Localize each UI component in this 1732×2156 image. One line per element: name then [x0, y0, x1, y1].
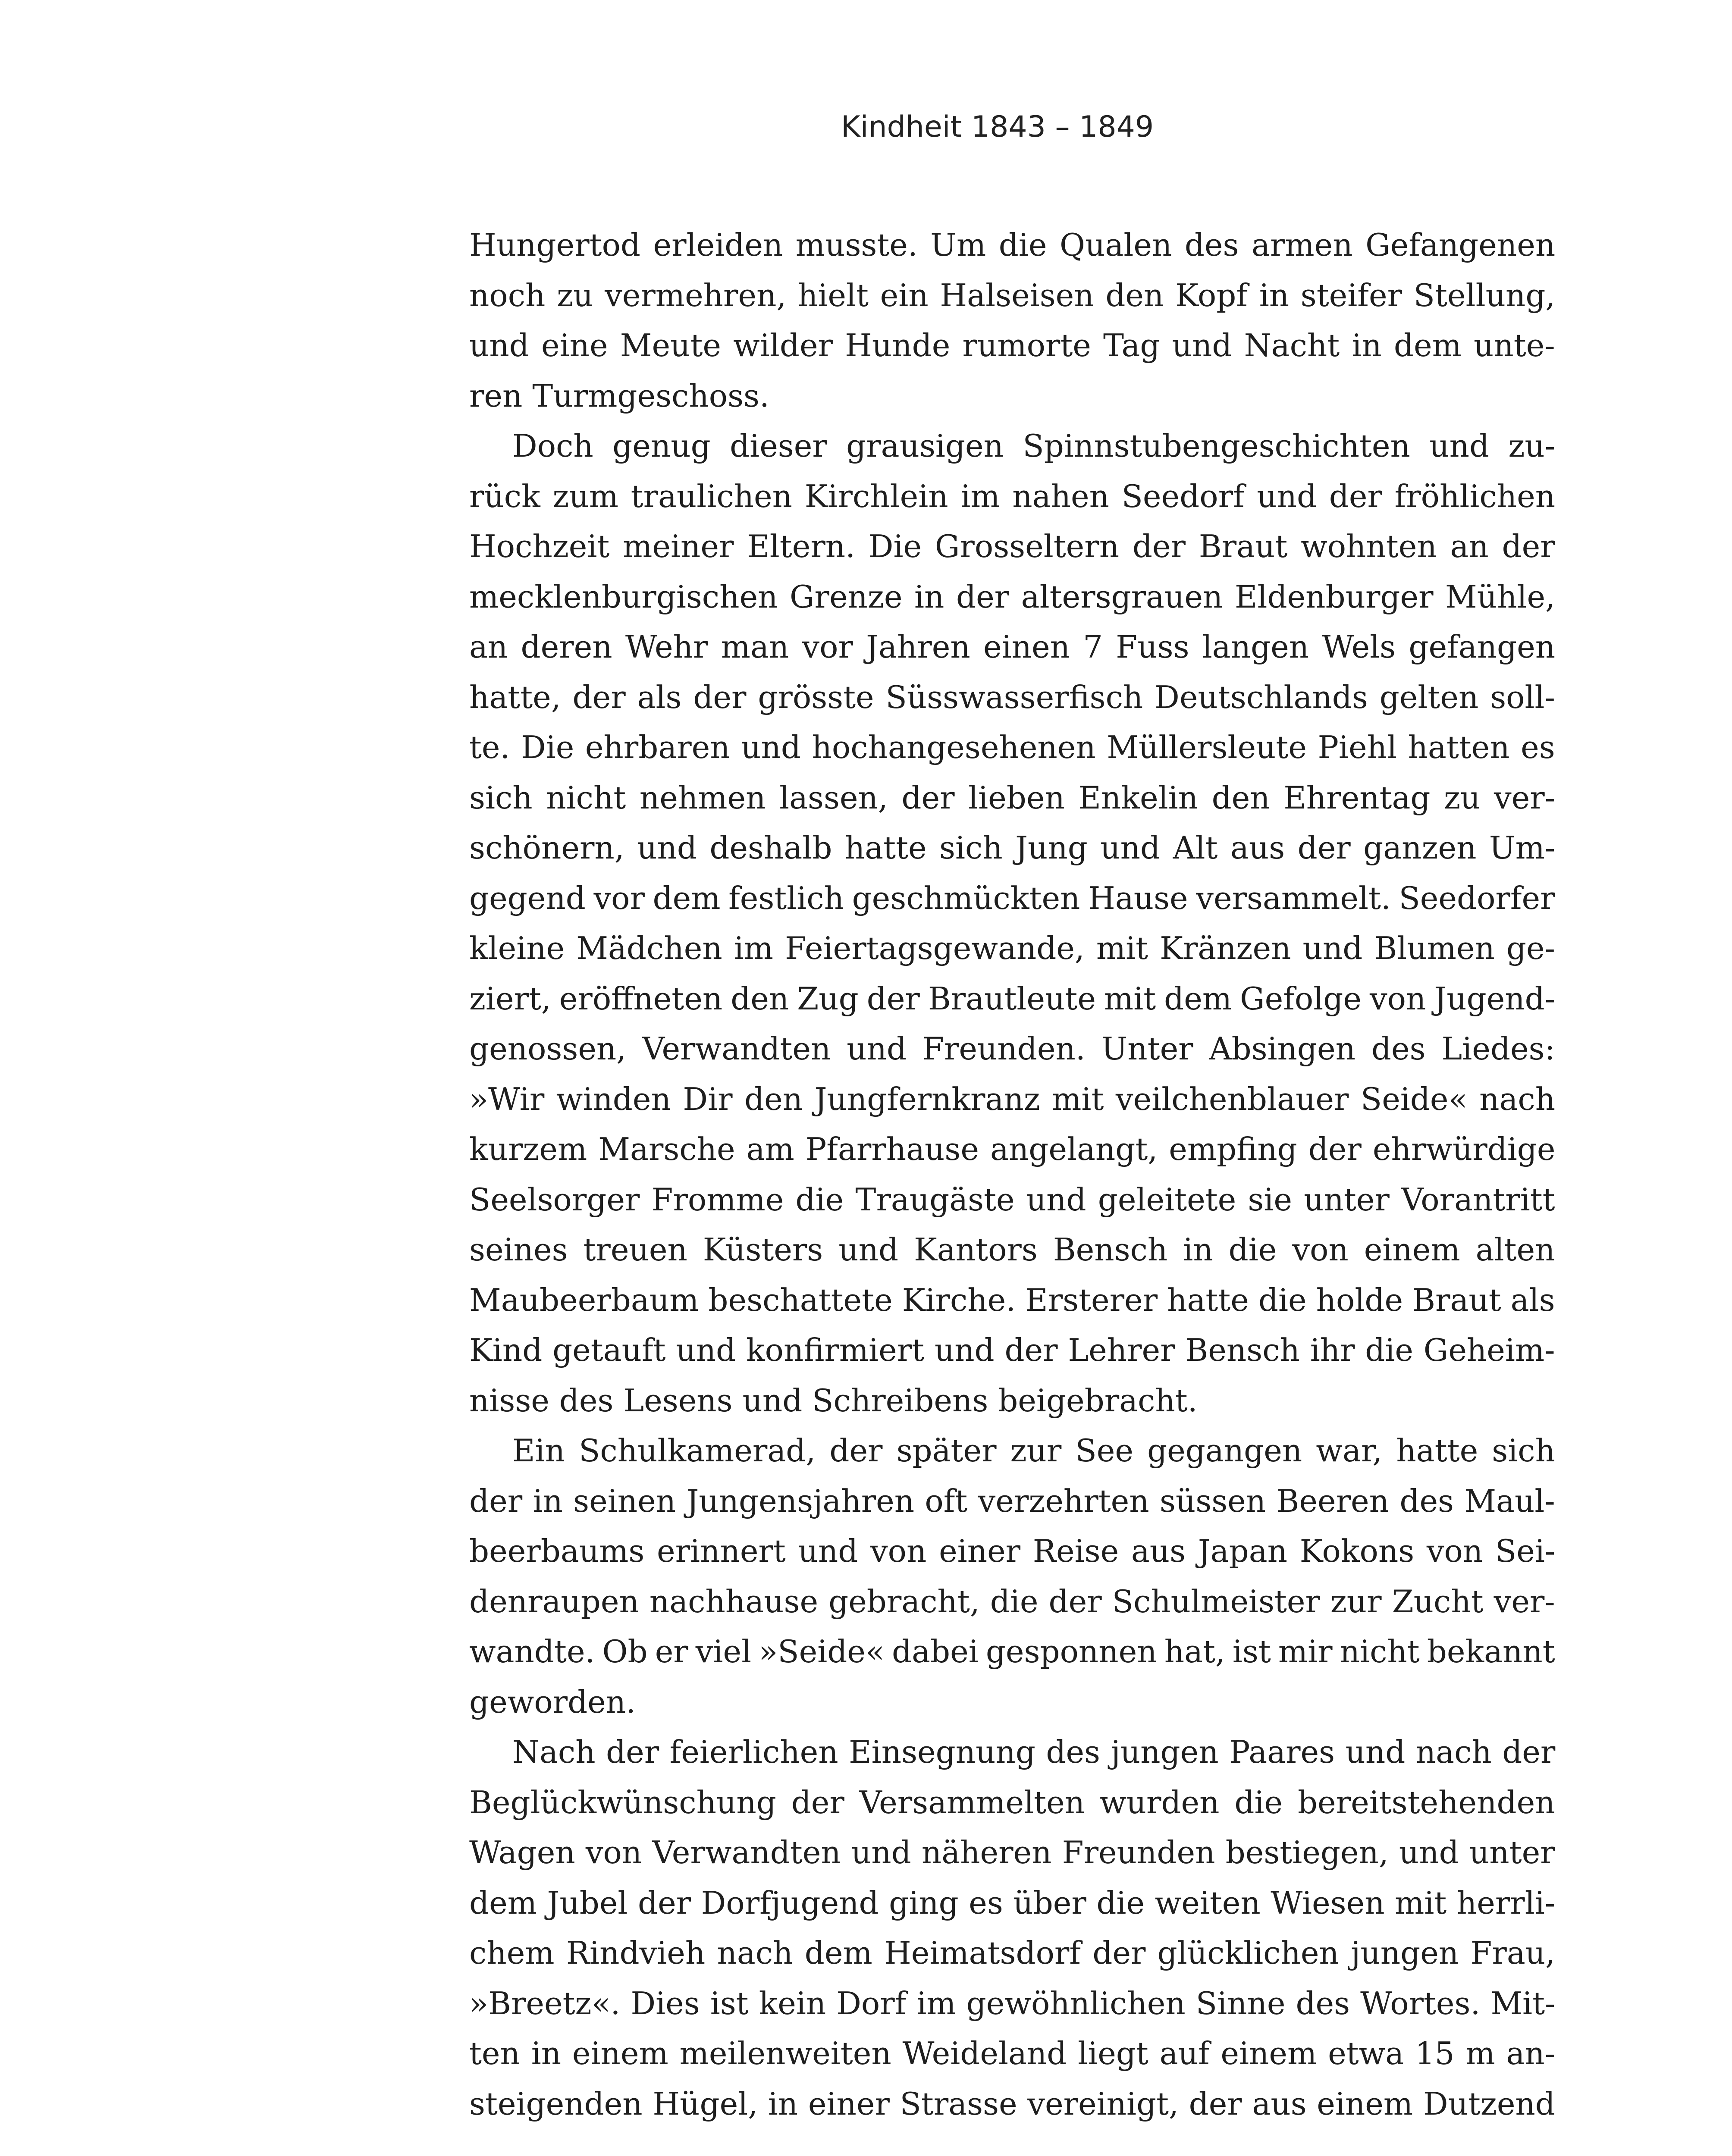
text-line: gegend vor dem festlich geschmückten Hause versammelt. Seedorfer [469, 880, 1555, 916]
text-line: Wagen von Verwandten und näheren Freunden bestiegen, und unter [469, 1834, 1555, 1871]
text-line: der in seinen Jungensjahren oft verzehrten süssen Beeren des Maul- [469, 1482, 1555, 1519]
text-line: kleine Mädchen im Feiertagsgewande, mit Kränzen und Blumen ge- [469, 930, 1555, 966]
text-line: hatte, der als der grösste Süsswasserfisch Deutschlands gelten soll- [469, 679, 1555, 715]
text-line: genossen, Verwandten und Freunden. Unter Absingen des Liedes: [469, 1031, 1555, 1067]
text-line: schönern, und deshalb hatte sich Jung und Alt aus der ganzen Um- [469, 830, 1556, 866]
paragraph [469, 1426, 1555, 1727]
text-line: Doch genug dieser grausigen Spinnstubengeschichten und zu- [512, 428, 1556, 464]
text-line: steigenden Hügel, in einer Strasse vereinigt, der aus einem Dutzend [469, 2085, 1555, 2122]
running-head: Kindheit 1843 – 1849 [841, 110, 1154, 144]
text-line: Kind getauft und konfirmiert und der Lehrer Bensch ihr die Geheim- [469, 1332, 1555, 1368]
text-line: Maubeerbaum beschattete Kirche. Ersterer hatte die holde Braut als [469, 1282, 1555, 1318]
text-line: ten in einem meilenweiten Weideland liegt auf einem etwa 15 m an- [469, 2035, 1556, 2071]
text-line: Beglückwünschung der Versammelten wurden die bereitstehenden [469, 1784, 1555, 1821]
text-line: sich nicht nehmen lassen, der lieben Enkelin den Ehrentag zu ver- [469, 779, 1556, 816]
text-line: wandte. Ob er viel »Seide« dabei gesponnen hat, ist mir nicht bekannt [469, 1633, 1555, 1670]
text-line: te. Die ehrbaren und hochangesehenen Müllersleute Piehl hatten es [469, 729, 1555, 765]
text-line: Nach der feierlichen Einsegnung des jungen Paares und nach der [512, 1734, 1556, 1770]
paragraph [469, 1727, 1555, 2129]
text-line: Ein Schulkamerad, der später zur See gegangen war, hatte sich [512, 1432, 1555, 1469]
text-line: dem Jubel der Dorfjugend ging es über die weiten Wiesen mit herrli- [469, 1884, 1556, 1921]
text-line: Seelsorger Fromme die Traugäste und geleitete sie unter Vorantritt [469, 1181, 1555, 1218]
text-line: »Wir winden Dir den Jungfernkranz mit veilchenblauer Seide« nach [469, 1081, 1556, 1117]
text-line: Hochzeit meiner Eltern. Die Grosseltern der Braut wohnten an der [469, 528, 1555, 564]
text-line: seines treuen Küsters und Kantors Bensch in die von einem alten [469, 1232, 1555, 1268]
text-line: und eine Meute wilder Hunde rumorte Tag und Nacht in dem unte- [469, 327, 1555, 364]
text-line: chem Rindvieh nach dem Heimatsdorf der glücklichen jungen Frau, [469, 1935, 1556, 1971]
text-line: rück zum traulichen Kirchlein im nahen Seedorf und der fröhlichen [469, 478, 1556, 514]
text-line: kurzem Marsche am Pfarrhause angelangt, empfing der ehrwürdige [469, 1131, 1556, 1167]
paragraph [469, 421, 1555, 1426]
text-line: denraupen nachhause gebracht, die der Schulmeister zur Zucht ver- [469, 1583, 1555, 1620]
body-text [469, 220, 1555, 2129]
text-line: »Breetz«. Dies ist kein Dorf im gewöhnlichen Sinne des Wortes. Mit- [469, 1985, 1556, 2021]
text-line: ziert, eröffneten den Zug der Brautleute mit dem Gefolge von Jugend- [469, 980, 1556, 1017]
text-line: noch zu vermehren, hielt ein Halseisen den Kopf in steifer Stellung, [469, 277, 1556, 313]
text-line: geworden. [469, 1683, 636, 1720]
text-line: Hungertod erleiden musste. Um die Qualen des armen Gefangenen [469, 227, 1556, 263]
text-line: an deren Wehr man vor Jahren einen 7 Fuss langen Wels gefangen [469, 629, 1556, 665]
text-line: ren Turmgeschoss. [469, 377, 769, 414]
paragraph [469, 220, 1555, 421]
text-line: beerbaums erinnert und von einer Reise aus Japan Kokons von Sei- [469, 1533, 1556, 1569]
text-line: mecklenburgischen Grenze in der altersgrauen Eldenburger Mühle, [469, 578, 1556, 615]
text-line: nisse des Lesens und Schreibens beigebracht. [469, 1382, 1198, 1419]
